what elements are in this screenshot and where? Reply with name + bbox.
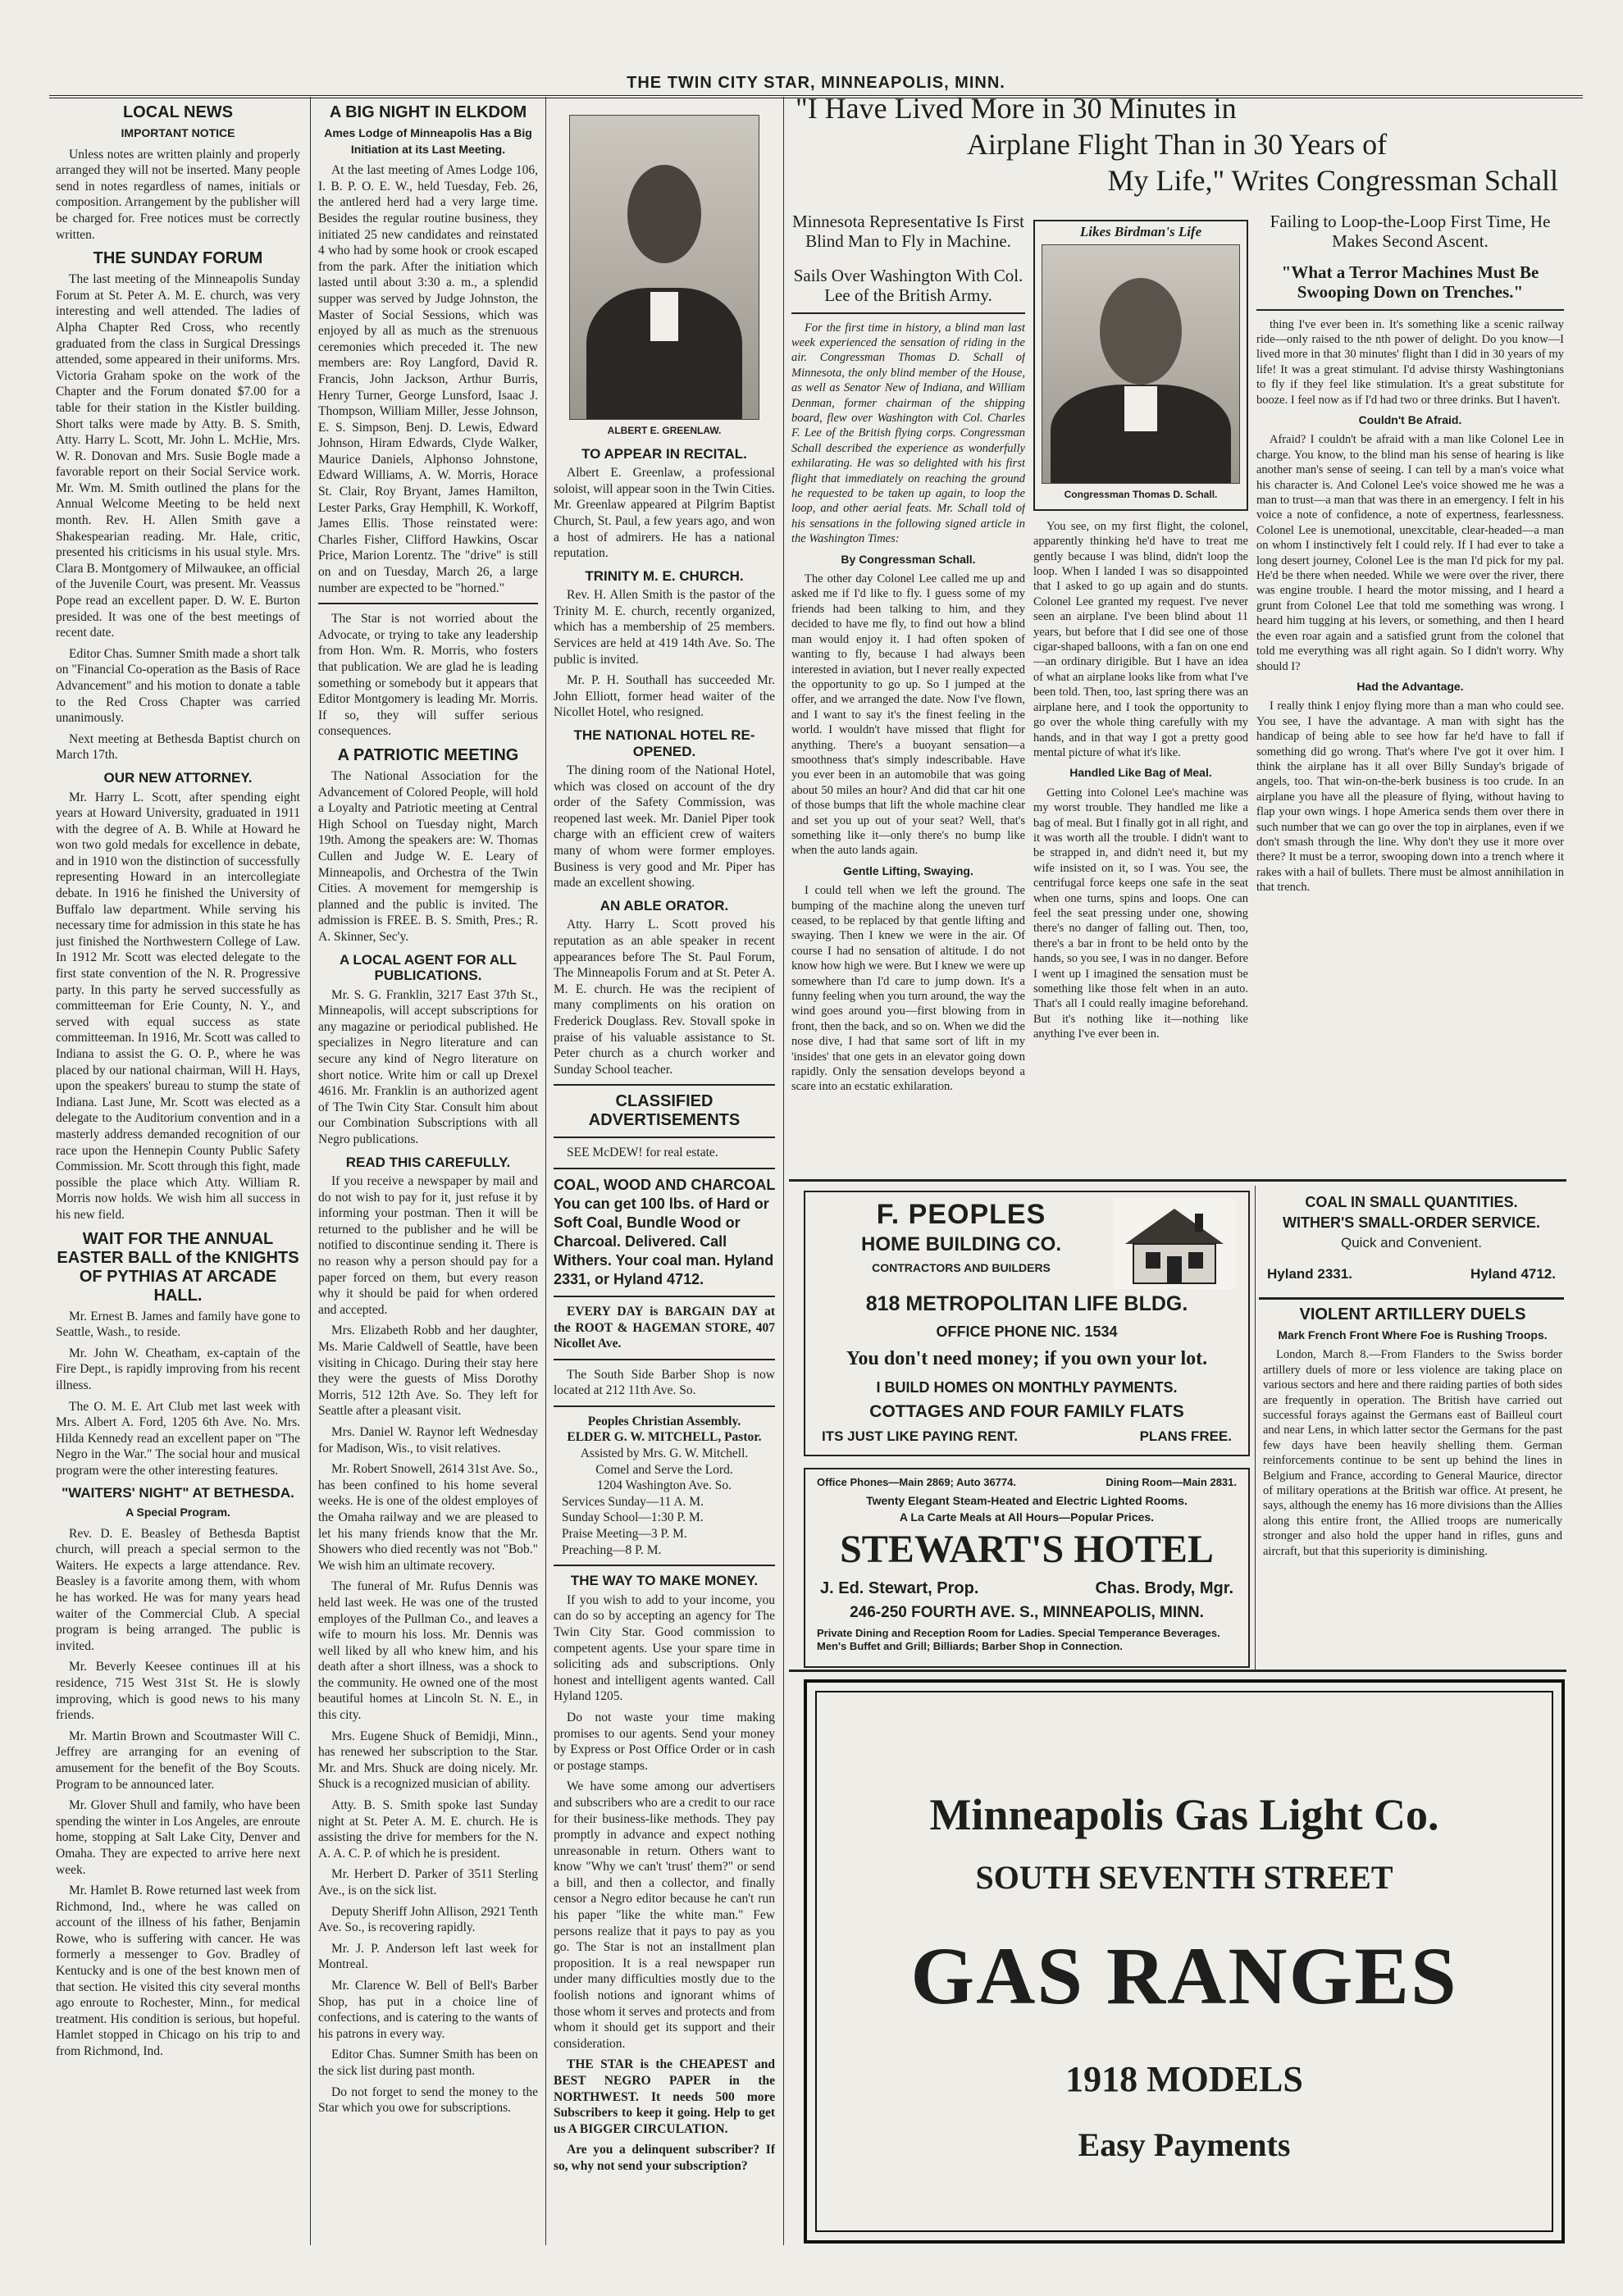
column-rule [310,97,311,2245]
feature-bottom-rule [789,1179,1566,1182]
barber-ad: The South Side Barber Shop is now located at 212 11th Ave. So. [554,1367,775,1398]
divider [554,1296,775,1297]
photo-caption: Congressman Thomas D. Schall. [1064,489,1218,501]
gas-company-name: Minneapolis Gas Light Co. [929,1790,1439,1839]
assembly-service: Preaching—8 P. M. [562,1542,662,1557]
article-text: Albert E. Greenlaw, a professional soloist, will appear soon in the Twin Cities. Mr. Greenlaw appeared at Pilgrim Baptist Church, St. Paul, a few years ago, and won a host of admirers. He has a national reputation. [554,466,775,561]
gas-street: SOUTH SEVENTH STREET [975,1859,1393,1896]
artillery-article [1263,1305,1562,1666]
article-text: Mr. Harry L. Scott, after spending eight years at Howard University, graduated in 1911 with the degree of A. B. While at Howard he won two gold medals for excellence in debate, and in 1910 won the distinction of successfully representing Howard in an intercollegiate debate. In 1916 he finished the University of Buffalo law department. While serving his necessary time for admission in this state he has just finished the Northwestern College of Law. In 1912 Mr. Scott was elected delegate to the first state convention of the N. R. Progressive party. In this party he served successfully as committeeman for Erie County, N. Y., and served with equal success as state committeeman. In 1916, Mr. Scott was called to Indiana to assist the G. O. P., where he was placed by our national chairman, Will H. Hays, upon the speakers' bureau to stump the state of Indiana. Last June, Mr. Scott was elected as a delegate to the Auditorium convention and in a masterly address demanded recognition of our race upon the Hennepin County Public Safety Commission. Mr. Scott through this fight, made possible the place which Atty. William R. Morris now holds. We wish him all success in his new field. [56,790,300,1222]
feature-text: Getting into Colonel Lee's machine was my worst trouble. They handled me like a bag of meal. But I finally got in all right, and it was worth all the trouble. I didn't want to be strapped in, and didn't need it, but my wife insisted on it, so I was. You see, the centrifugal force keeps one safe in the seat when one turns, spins and loops. One can feel the seat pressing under one, showing there's no danger of falling out. Then, too, there's a bar in front to be held onto by the hands, so you see, I was in no danger. Before I went up I imagined the sensation must be something like those felt when in an auto. That's all I could really imagine beforehand. But it's nothing like it—nothing like anything I've ever been in. [1033,786,1248,1041]
feature-text: You see, on my first flight, the colonel, apparently thinking he'd have to treat me gently because I was blind, didn't loop the loop. When I landed I was so disappointed that I asked to go up again and do stunts. Colonel Lee granted my request. I've never seen an airplane. I've been blind about 11 years, but before that I did see one of those cigar-shaped balloons, with a fan on one end—an ordinary dirigible. But I have an idea of what an airplane looks like from what I've been told. Then, too, last spring there was an airplane here, and I took the opportunity to go over the whole thing carefully with my hands, and in that way I got a pretty good mental picture of what it's like. [1033,519,1248,759]
gas-models: 1918 MODELS [1065,2059,1303,2099]
divider [791,312,1025,314]
headline: OUR NEW ATTORNEY. [103,769,253,786]
assembly-heading: Peoples Christian Assembly. [587,1414,741,1428]
subheading: A Special Program. [125,1506,230,1519]
deck: Minnesota Representative Is First Blind Man to Fly in Machine. [792,212,1024,252]
news-item: Mr. J. P. Anderson left last week for Montreal. [318,1941,538,1972]
ad-phone: OFFICE PHONE NIC. 1534 [936,1323,1118,1340]
headline-line: Airplane Flight Than in 30 Years of [966,128,1388,161]
feature-text: thing I've ever been in. It's something like a scenic railway ride—only raised to the nth power of delight. Do you know—I lived more in that 30 minutes' flight than I did in 30 years of my life! It was a great stimulant. I'd advise thirsty Washingtonians to fly if they feel like stimulation. It's a great substitute for booze. I feel now as if I'd had two or three drinks. But I haven't. [1256,317,1564,407]
classified-heading: CLASSIFIED ADVERTISEMENTS [588,1092,741,1130]
divider [554,1137,775,1138]
column-rule [1255,1186,1256,1670]
headline: TRINITY M. E. CHURCH. [585,567,744,584]
news-item: Mrs. Eugene Shuck of Bemidji, Minn., has renewed her subscription to the Star. Mr. and Mrs. Shuck are doing nicely. Mr. Shuck is a recognized musician of ability. [318,1729,538,1792]
ad-address: 818 METROPOLITAN LIFE BLDG. [865,1292,1188,1315]
hotel-manager: Chas. Brody, Mgr. [1095,1579,1233,1597]
hotel-rooms: Twenty Elegant Steam-Heated and Electric Lighted Rooms. [866,1494,1188,1507]
hotel-address: 246-250 FOURTH AVE. S., MINNEAPOLIS, MINN. [850,1604,1204,1621]
column-rule [545,97,546,2245]
divider [1256,309,1564,311]
ad-cottages: COTTAGES AND FOUR FAMILY FLATS [869,1402,1184,1421]
article-text: Atty. Harry L. Scott proved his reputation as an able speaker in recent appearances before The St. Paul Forum, The Minneapolis Forum and at St. Peter A. M. E. church. He was the recipient of many compliments on his oration on Frederick Douglass. Rev. Stovall spoke in praise of his valuable assistance to St. Peter church as a church worker and Sunday School teacher. [554,918,775,1077]
ad-name: F. PEOPLES [876,1199,1046,1230]
photo-label: Likes Birdman's Life [1079,224,1202,239]
article-text: We have some among our advertisers and subscribers who are a credit to our race for their business-like methods. They pay promptly in advance and expect nothing unreasonable in return. Others want to know "Why we can't 'trust' them?" or send a bill, and then a collector, and finally censor a Negro editor because he can't run his paper "like the white man." Few persons realize that it pays to pay as you go. The Star is not an installment plan proposition. It is a real newspaper run under many difficulties mostly due to the foolish notions and ignorant whims of those whom it serves and protects and from whom it should get its support and their consideration. [554,1779,775,2051]
photo-caption: ALBERT E. GREENLAW. [607,425,722,436]
headline: THE NATIONAL HOTEL RE-OPENED. [573,727,755,759]
divider [554,1168,775,1169]
feature-headline [787,90,1566,198]
gas-product: GAS RANGES [910,1930,1458,2021]
news-item: Mrs. Daniel W. Raynor left Wednesday for Madison, Wis., to visit relatives. [318,1424,538,1456]
section-heading: LOCAL NEWS [122,103,234,121]
assembly-address: 1204 Washington Ave. So. [597,1478,732,1493]
classified-ad: SEE McDEW! for real estate. [567,1146,718,1160]
news-item: Mr. Clarence W. Bell of Bell's Barber Shop, has put in a choice line of confections, and is catering to the wants of his patrons in every way. [318,1978,538,2041]
ad-rent: ITS JUST LIKE PAYING RENT. [822,1428,1018,1444]
article-text: Mr. S. G. Franklin, 3217 East 37th St., Minneapolis, will accept subscriptions for any magazine or periodical published. He specializes in Negro literature and can secure any kind of Negro literature on short notice. Write him or call up Drexel 4616. Mr. Franklin is an authorized agent of The Twin City Star. Consult him about our Combination Subscriptions with all Negro publications. [318,987,538,1146]
subheading: Couldn't Be Afraid. [1358,413,1462,426]
news-item: Mr. Martin Brown and Scoutmaster Will C. Jeffrey are arranging for an evening of amusement for the benefit of the Boy Scouts. Program to be announced later. [56,1729,300,1792]
article-text: The National Association for the Advancement of Colored People, will hold a Loyalty and Patriotic meeting at Central High School on Tuesday night, March 19th. Among the speakers are: W. Thomas Cullen and Judge W. E. Leary of Minneapolis, and Orchestra of the Twin Cities. A movement for memgership is planned and the public is invited. The admission is FREE. B. S. Smith, Pres.; R. A. Skinner, Sec'y. [318,768,538,944]
news-item: Do not forget to send the money to the Star which you owe for subscriptions. [318,2084,538,2116]
portrait-photo [569,115,759,420]
news-item: The funeral of Mr. Rufus Dennis was held last week. He was one of the trusted employes of the Pullman Co., and leaves a wife to mourn his loss. Mr. Dennis was well liked by all who knew him, and his death after a short illness, was a shock to the community. He owned one of the most beautiful homes at Lincoln St. N. E., in this city. [318,1579,538,1723]
article-text: If you receive a newspaper by mail and do not wish to pay for it, just refuse it by informing your postman. Then it will be returned to the publisher and he will be notified to discontinue sending it. There is no reason why a person should pay for a paper forced on them, but every reason why it should be paid for when ordered and accepted. [318,1174,538,1317]
column-elkdom [318,97,538,2253]
article-text: The last meeting of the Minneapolis Sunday Forum at St. Peter A. M. E. church, was very interesting and well attended. The ladies of Alpha Chapter Red Cross, who recently graduated from the class in Surgical Dressings attended, some appeared in their uniforms. Mrs. Victoria Graham spoke on the work of the Chapter and the Forum donated $7.00 for a table for their station in the Kistler building. Short talks were made by Atty. B. S. Smith, Atty. Harry L. Scott, Mr. John L. McHie, Mrs. W. R. Donovan and Mrs. Susie Bogle made a favorable report on their Social Service work. Mr. Wm. M. Smith outlined the plans for the Annual Welcome Meeting to be held next month. Rev. H. Allen Smith gave a Shakespearian reading. Mr. Hale, critic, presented his criticisms in his usual style. Mrs. Clara B. Montgomery of Milwaukee, an official of the Juvenile Court, was present. Mr. Veassus Pope read an excellent paper. D. W. E. Burton presided. It was one of the best meetings of recent date. [56,272,300,640]
news-item: Mr. Herbert D. Parker of 3511 Sterling Ave., is on the sick list. [318,1867,538,1898]
headline: THE WAY TO MAKE MONEY. [570,1573,759,1589]
withers-phone: Hyland 2331. [1267,1266,1352,1282]
feature-text: I really think I enjoy flying more than a man who could see. You see, I have the advantage. A man with sight has the handicap of being able to see how far he'd have to fall if something did go wrong. That's where I've got it over him. I think the airplane has it all over Billy Sunday's brigade of angels, too. That win-on-the-berk business is too crude. In an airplane you have all the pleasure of flying, without having to flap your own wings. I hope America sends them over there in such number that we can go over the top in airplanes, even if we don't smash through the line. Why don't they use it more over there? It must be a terror, swooping down into a trench where it rakes with a hail of bullets. There must be almost annihilation in that trench. [1256,699,1564,895]
feature-center-column [1033,220,1248,1173]
news-item: Atty. B. S. Smith spoke last Sunday night at St. Peter A. M. E. church. He is assisting the drive for members for the N. A. A. C. P. of which he is president. [318,1798,538,1861]
photo-box [1033,220,1248,511]
assembly-service: Services Sunday—11 A. M. [562,1494,704,1509]
bargain-ad: EVERY DAY is BARGAIN DAY at the ROOT & HAGEMAN STORE, 407 Nicollet Ave. [554,1304,775,1351]
hotel-extras: Private Dining and Reception Room for Ladies. Special Temperance Beverages. Men's Buffet and Grill; Billiards; Barber Shop in Connection. [817,1627,1220,1652]
assembly-service: Praise Meeting—3 P. M. [562,1527,687,1542]
ad-plans: PLANS FREE. [1139,1428,1232,1444]
ad-slogan: You don't need money; if you own your lot. [846,1348,1208,1369]
feature-text: Afraid? I couldn't be afraid with a man like Colonel Lee in charge. You know, to the blind man his sense of hearing is like another man's sense of seeing. I can tell by a man's voice what his character is. And Colonel Lee's voice showed me he was a man to trust—a man that was there in an emergency. I felt in his voice a note of confidence, a note of expertness, fearlessness. Colonel Lee is unemotional, unexcitable, clear-headed—a man on whom I instinctively felt I could rely. If I had ever to take a long desert journey, Colonel Lee is the man I'd pick for my pal. He'd be there when needed. While we were over the river, there was engine trouble. I heard the motor missing, and I heard a grunt from Colonel Lee that told me something was wrong. I heard him tugging at his levers, or something, and then I heard the even roar again and a satisfied grunt from the colonel that told me everything was all right again. So I didn't worry. Why should I? [1256,433,1564,673]
divider [554,1565,775,1566]
ad-company: HOME BUILDING CO. [861,1233,1061,1255]
peoples-home-building-ad [804,1191,1250,1456]
headline: A BIG NIGHT IN ELKDOM [329,103,527,121]
deck: "What a Terror Machines Must Be Swooping Down on Trenches." [1281,262,1539,303]
withers-line: COAL IN SMALL QUANTITIES. [1305,1194,1518,1210]
news-item: Mr. Glover Shull and family, who have been spending the winter in Los Angeles, are enroute home, stopping at Salt Lake City, Denver and Omaha. They are expected to arrive here next week. [56,1798,300,1877]
article-text: Rev. D. E. Beasley of Bethesda Baptist church, will preach a special sermon to the Waiters. He expects a large attendance. Rev. Beasley is a favorite among them, with whom he has worked. He was for many years head waiter of the Commercial Club. A special program is being arranged. The public is invited. [56,1526,300,1653]
headline-line: "I Have Lived More in 30 Minutes in [796,92,1237,125]
divider [318,603,538,604]
hotel-phones: Office Phones—Main 2869; Auto 36774. [817,1476,1016,1488]
headline: READ THIS CAREFULLY. [345,1154,511,1170]
feature-text: The other day Colonel Lee called me up and asked me if I'd like to fly. I guess some of my friends had been talking to him, and they decided to have me fly, to find out how a blind man would enjoy it. I had often spoken of wanting to fly, because I had always been interested in aviation, but I never really expected the opportunity to go up. So I jumped at the offer, and we arranged the date. Now I've flown, and I want to say it's the finest feeling in the world. I wouldn't have missed that flight for anything. There's a buoyant sensation—a smoothness that's simply indescribable. Have you ever been in an automobile that was going about 50 miles an hour? And did that car hit one of those bumps that lift the whole machine clear and set you up out of your seat? Well, that's something like it—only there's no bump like when the auto lands again. [791,572,1025,858]
article-text: London, March 8.—From Flanders to the Swiss border artillery duels of more or less violence are taking place on various sectors and here and there raiding parties of both sides are frequently in operation. The British have carried out successful forays against the Germans east of Bailleul court and near Lens, in which latter sector the Germans for the past few days have been heavily shelling them. German reinforcements continue to be sent up behind the lines in Belgium and France, according to General Maurice, director of military operations at the British war office. At present, he says, although the enemy has 16 more divisions than the Allies along this entire front, the Allied troops are numerically stronger and also hold the upper hand in rifles, guns and aircraft, but that this superiority is diminishing. [1263,1348,1562,1558]
feature-intro: For the first time in history, a blind man last week experienced the sensation of riding in the air. Congressman Thomas D. Schall of Minnesota, the only blind member of the House, as well as Senator New of Indiana, and William Denman, former chairman of the shipping board, flew over Washington with Col. Charles F. Lee of the British flying corps. Congressman Schall described the experience as wonderfully exhilarating. He was so delighted with his first flight that immediately on reaching the ground he requested to be taken up again, to loop the loop, and other aerial feats. Mr. Schall told of his sensations in the following signed article in the Washington Times: [791,321,1025,546]
column-recital [554,97,775,2253]
subheading: Mark French Front Where Foe is Rushing Troops. [1278,1328,1548,1342]
divider [789,1670,1566,1672]
article-text: The Star is not worried about the Advocate, or trying to take any leadership from Hon. Wm. R. Morris, who fosters that publication. We are glad he is leading something or somebody but it appears that Editor Montgomery is leading Mr. Morris. If so, they will suffer serious consequences. [318,612,538,739]
withers-line: Quick and Convenient. [1341,1235,1482,1250]
feature-text: I could tell when we left the ground. The bumping of the machine along the uneven turf ceased, to be replaced by that gentle lifting and swaying. Then I knew we were in the air. Of course I had no sensation of altitude. I do not know how high we were. But I knew we were up somewhere than I'd care to jump down. It's a funny feeling when you turn around, the way the wind goes around you—first blowing from in front, then the back, and so on. When we did the nose dive, I had that same sort of lift in my 'insides' that one gets in an elevator going down rapidly. Only the sensation develops beyond a scare into an ecstatic exhilaration. [791,884,1025,1094]
news-item: Deputy Sheriff John Allison, 2921 Tenth Ave. So., is recovering rapidly. [318,1904,538,1935]
feature-left-column [791,205,1025,1173]
assembly-service: Sunday School—1:30 P. M. [562,1510,704,1525]
deck: Failing to Loop-the-Loop First Time, He Makes Second Ascent. [1270,212,1551,252]
article-text: If you wish to add to your income, you can do so by accepting an agency for The Twin City Star. Good commission to competent agents. Use your spare time in soliciting ads and subscriptions. Only honest and intelligent agents wanted. Call Hyland 1205. [554,1592,775,1704]
hotel-dining-phone: Dining Room—Main 2831. [1106,1476,1237,1488]
column-local-news [56,97,300,2253]
assembly-pastor: ELDER G. W. MITCHELL, Pastor. [567,1430,762,1445]
assembly-assistant: Assisted by Mrs. G. W. Mitchell. [580,1446,749,1461]
headline-line: My Life," Writes Congressman Schall [1107,164,1558,197]
hotel-proprietor: J. Ed. Stewart, Prop. [820,1579,979,1597]
article-text: Do not waste your time making promises to our agents. Send your money by Express or Post Office Order or in cash or postage stamps. [554,1710,775,1773]
hotel-name: STEWART'S HOTEL [840,1528,1214,1571]
news-item: Mr. John W. Cheatham, ex-captain of the Fire Dept., is rapidly improving from his recent illness. [56,1346,300,1392]
article-text: At the last meeting of Ames Lodge 106, I. B. P. O. E. W., held Tuesday, Feb. 26, the antlered herd had a very large time. Besides the regular routine business, they initiated 25 new candidates and reinstated 4 who had by some hook or crook escaped from the park. After the initiation which lasted until about 3:30 a. m., a splendid supper was served by Judge Johnston, the Master of Social Sessions, which was enjoyed by all as much as the strenuous ceremonies which preceded it. The new members are: Roy Langford, David R. Francis, John Jackson, Arthur Burris, Henry Turner, George Lunsford, Isaac J. Thompson, William Miller, Jesse Johnson, E. S. Simpson, Benj. D. Lewis, Edward Johnson, Hiram Edwards, Clyde Walker, Maurice Daniels, Alphonso Johnstone, Edward Williams, A. W. Morris, Horace St. Clair, Roy Bryant, James Hamilton, Lester Parks, Gray Hemphill, K. Workoff, James Ellis. Those reinstated were: Charles Fisher, Clifford Hawkins, Oscar Price, Marion Lorentz. The "drive" is still on and on Tuesday, March 26, a large number are expected to be "horned." [318,163,538,595]
news-item: Mr. Hamlet B. Rowe returned last week from Richmond, Ind., where he was called on account of the illness of his father, Benjamin Rowe, who is suffering with cancer. He was formerly a messenger to Gov. Bradley of Kentucky and is one of the best known men of that section. He visited this city several months ago enroute to Rochester, Minn., for medical treatment. His condition is serious, but hopeful. Hamlet stopped in Chicago on his trip to and from Richmond, Ind. [56,1884,300,2059]
assembly-motto: Comel and Serve the Lord. [595,1462,733,1477]
article-text: Are you a delinquent subscriber? If so, why not send your subscription? [554,2143,775,2173]
feature-right-column [1256,205,1564,1173]
divider [1259,1297,1564,1300]
headline: "WAITERS' NIGHT" AT BETHESDA. [62,1485,294,1501]
deck: Sails Over Washington With Col. Lee of the British Army. [793,266,1023,306]
house-icon [1113,1199,1236,1289]
notice-heading: IMPORTANT NOTICE [121,126,235,139]
ad-line: CONTRACTORS AND BUILDERS [872,1261,1051,1274]
stewarts-hotel-ad [804,1468,1250,1668]
headline: A PATRIOTIC MEETING [337,745,519,764]
article-text: THE STAR is the CHEAPEST and BEST NEGRO PAPER in the NORTHWEST. It needs 500 more Subscribers to keep it going. Help to get us A BIGGER CIRCULATION. [554,2057,775,2136]
subheading: Handled Like Bag of Meal. [1069,766,1212,780]
subheading: Had the Advantage. [1356,679,1464,693]
subheading: Ames Lodge of Minneapolis Has a Big Initiation at its Last Meeting. [324,126,532,156]
article-text: Rev. H. Allen Smith is the pastor of the Trinity M. E. church, recently organized, which has a membership of 25 members. Services are held at 419 14th Ave. So. The public is invited. [554,588,775,667]
news-item: Mrs. Elizabeth Robb and her daughter, Ms. Marie Caldwell of Seattle, have been visiting in Chicago. During their stay here they were the guests of Miss Dorothy Morris, 512 12th Ave. So. They left for Seattle after a pleasant visit. [318,1323,538,1419]
masthead: THE TWIN CITY STAR, MINNEAPOLIS, MINN. [627,74,1005,92]
gas-light-ad [804,1679,1565,2244]
coal-ad: COAL, WOOD AND CHARCOAL You can get 100 lbs. of Hard or Soft Coal, Bundle Wood or Charcoal. Delivered. Call Withers. Your coal man. Hyland 2331, or Hyland 4712. [554,1176,775,1287]
news-item: The O. M. E. Art Club met last week with Mrs. Albert A. Ford, 1205 6th Ave. No. Mrs. Hilda Kennedy read an excellent paper on "The Negro in the War." The social hour and musical program were the other interesting features. [56,1399,300,1478]
schall-photo [1042,244,1240,484]
article-text: Mr. P. H. Southall has succeeded Mr. John Elliott, former head waiter of the Nicollet Hotel, who resigned. [554,673,775,720]
headline: TO APPEAR IN RECITAL. [581,445,747,462]
gas-terms: Easy Payments [1078,2126,1291,2163]
withers-phone: Hyland 4712. [1470,1266,1556,1282]
news-item: Editor Chas. Sumner Smith has been on the sick list during past month. [318,2048,538,2078]
divider [554,1359,775,1360]
divider [554,1084,775,1086]
article-text: The dining room of the National Hotel, which was closed on account of the dry order of the Safety Commission, was reopened last week. Mr. Daniel Piper took charge with an efficient crew of waiters many of whom were former employes. Business is very good and Mr. Piper has made an excellent showing. [554,763,775,891]
headline: WAIT FOR THE ANNUAL EASTER BALL of the KNIGHTS OF PYTHIAS AT ARCADE HALL. [57,1229,299,1305]
withers-coal-ad [1259,1191,1564,1289]
headline: VIOLENT ARTILLERY DUELS [1299,1305,1526,1323]
headline: A LOCAL AGENT FOR ALL PUBLICATIONS. [340,951,517,984]
column-rule [783,97,784,2245]
ad-monthly: I BUILD HOMES ON MONTHLY PAYMENTS. [876,1379,1178,1396]
notice-text: Unless notes are written plainly and properly arranged they will not be inserted. Many people send in notes regardless of names, initials or composition. Arrangement by the publisher will be charged for. Free notices must be correctly written. [56,147,300,242]
hotel-meals: A La Carte Meals at All Hours—Popular Prices. [899,1510,1155,1524]
withers-line: WITHER'S SMALL-ORDER SERVICE. [1283,1214,1540,1231]
headline: AN ABLE ORATOR. [600,897,729,913]
news-item: Mr. Robert Snowell, 2614 31st Ave. So., has been confined to his home several weeks. He is one of the oldest employes of the Omaha railway and we are pleased to let his many friends know that the Mr. Showers who died recently was not "Bob." We wish him an ultimate recovery. [318,1462,538,1573]
article-text: Next meeting at Bethesda Baptist church on March 17th. [56,731,300,763]
news-item: Mr. Beverly Keesee continues ill at his residence, 715 West 31st St. He is slowly improving, which is good news to his many friends. [56,1660,300,1723]
article-text: Editor Chas. Sumner Smith made a short talk on "Financial Co-operation as the Basis of Race Advancement" and his motion to donate a table to the Red Cross Chapter was carried unanimously. [56,646,300,726]
headline: THE SUNDAY FORUM [93,249,263,268]
byline: By Congressman Schall. [841,552,976,566]
news-item: Mr. Ernest B. James and family have gone to Seattle, Wash., to reside. [56,1309,300,1340]
divider [554,1405,775,1407]
subheading: Gentle Lifting, Swaying. [843,863,973,877]
